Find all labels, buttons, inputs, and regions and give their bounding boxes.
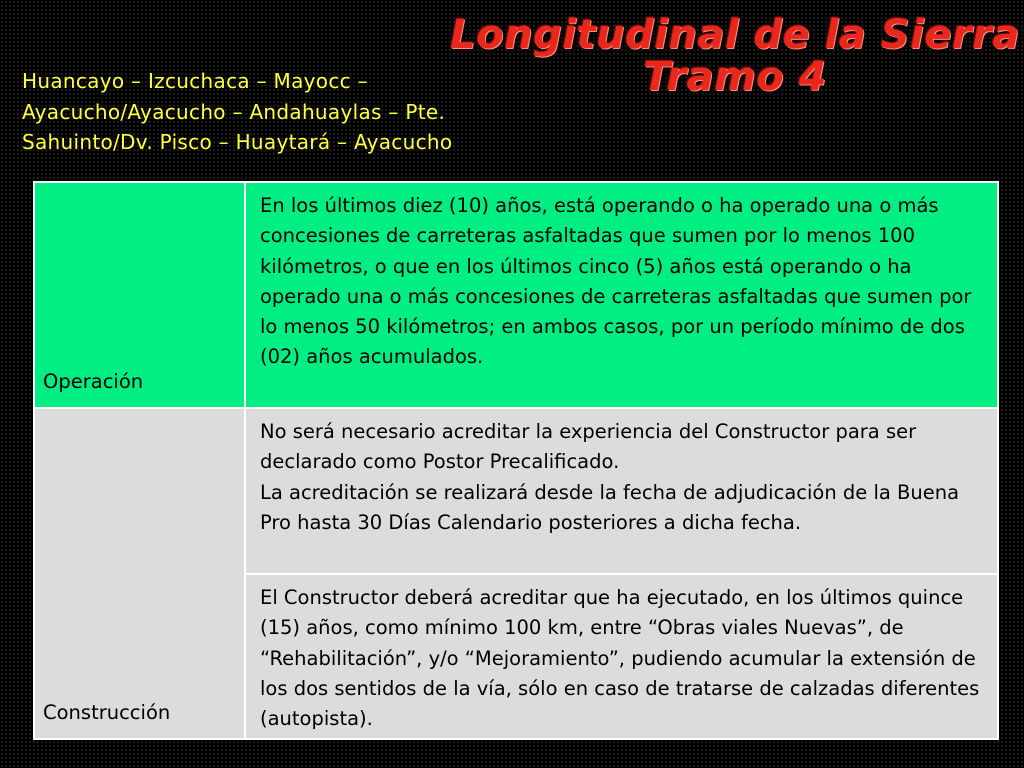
route-description	[22, 66, 562, 158]
construction-label: Construcción	[34, 408, 245, 739]
slide-title-line-1: Longitudinal de la Sierra	[450, 12, 1020, 58]
construction-requirement-1-text-b: La acreditación se realizará desde la fecha de adjudicación de la Buena Pro hasta 30 Días Calendario posteriores a dicha fecha.	[260, 480, 960, 534]
route-line-1: Huancayo – Izcuchaca – Mayocc –	[22, 69, 368, 93]
construction-requirement-1-text-a: No será necesario acreditar la experiencia del Constructor para ser declarado como Postor Precalificado.	[260, 420, 917, 474]
route-line-3: Sahuinto/Dv. Pisco – Huaytará – Ayacucho	[22, 130, 453, 154]
slide-title-line-2: Tramo 4	[642, 54, 828, 100]
requirements-table	[33, 181, 999, 740]
operation-row	[34, 182, 998, 408]
construction-requirement-1	[245, 408, 998, 574]
construction-requirement-2: El Constructor deberá acreditar que ha ejecutado, en los últimos quince (15) años, como mínimo 100 km, entre “Obras viales Nuevas”, de “Rehabilitación”, y/o “Mejoramiento”, pudiendo acumular la extensión de los dos sentidos de la vía, sólo en caso de tratarse de calzadas diferentes (autopista).	[245, 574, 998, 739]
operation-label: Operación	[34, 182, 245, 408]
operation-requirement: En los últimos diez (10) años, está operando o ha operado una o más concesiones de carreteras asfaltadas que sumen por lo menos 100 kilómetros, o que en los últimos cinco (5) años está operando o ha operado una o más concesiones de carreteras asfaltadas que sumen por lo menos 50 kilómetros; en ambos casos, por un período mínimo de dos (02) años acumulados.	[245, 182, 998, 408]
construction-row-1	[34, 408, 998, 574]
route-line-2: Ayacucho/Ayacucho – Andahuaylas – Pte.	[22, 99, 446, 124]
